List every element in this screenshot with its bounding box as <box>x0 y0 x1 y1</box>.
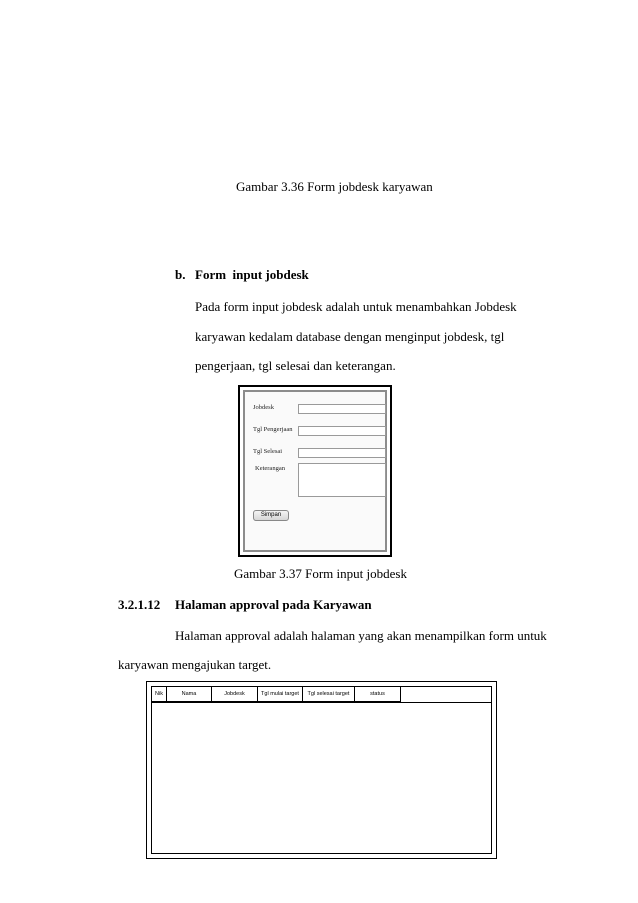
section-b-line-3: pengerjaan, tgl selesai dan keterangan. <box>195 358 396 373</box>
tgl-selesai-label: Tgl Selesai <box>253 448 283 455</box>
tgl-pengerjaan-label: Tgl Pengerjaan <box>253 426 293 433</box>
simpan-button[interactable]: Simpan <box>253 510 289 521</box>
tgl-selesai-input[interactable] <box>298 448 386 458</box>
section-b-line-1: Pada form input jobdesk adalah untuk menambahkan Jobdesk <box>195 299 517 314</box>
section-b-marker: b. <box>175 267 186 282</box>
figure-3-37-caption: Gambar 3.37 Form input jobdesk <box>234 566 407 581</box>
approval-table-figure <box>146 681 497 859</box>
figure-3-36-caption: Gambar 3.36 Form jobdesk karyawan <box>236 179 433 194</box>
column-header-status: status <box>355 687 401 702</box>
column-header-nama: Nama <box>167 687 212 702</box>
column-header-tgl-selesai-target: Tgl selesai target <box>303 687 355 702</box>
section-paragraph-line-1: Halaman approval adalah halaman yang akan menampilkan form untuk <box>175 628 547 643</box>
keterangan-textarea[interactable] <box>298 463 386 497</box>
jobdesk-input[interactable] <box>298 404 386 414</box>
approval-table <box>151 686 492 854</box>
tgl-pengerjaan-input[interactable] <box>298 426 386 436</box>
section-title: Halaman approval pada Karyawan <box>175 597 372 612</box>
section-b-title: Form input jobdesk <box>195 267 309 282</box>
column-header-nik: Nik <box>152 687 167 702</box>
keterangan-label: Keterangan <box>255 465 285 472</box>
table-header-row <box>152 687 401 702</box>
section-paragraph-line-2: karyawan mengajukan target. <box>118 657 272 672</box>
table-header-rule <box>152 702 491 703</box>
form-input-jobdesk-figure <box>238 385 392 557</box>
section-number: 3.2.1.12 <box>118 597 161 612</box>
jobdesk-label: Jobdesk <box>253 404 274 411</box>
form-panel <box>243 390 387 552</box>
column-header-jobdesk: Jobdesk <box>212 687 258 702</box>
column-header-tgl-mulai-target: Tgl mulai target <box>258 687 303 702</box>
section-b-line-2: karyawan kedalam database dengan menginput jobdesk, tgl <box>195 329 505 344</box>
